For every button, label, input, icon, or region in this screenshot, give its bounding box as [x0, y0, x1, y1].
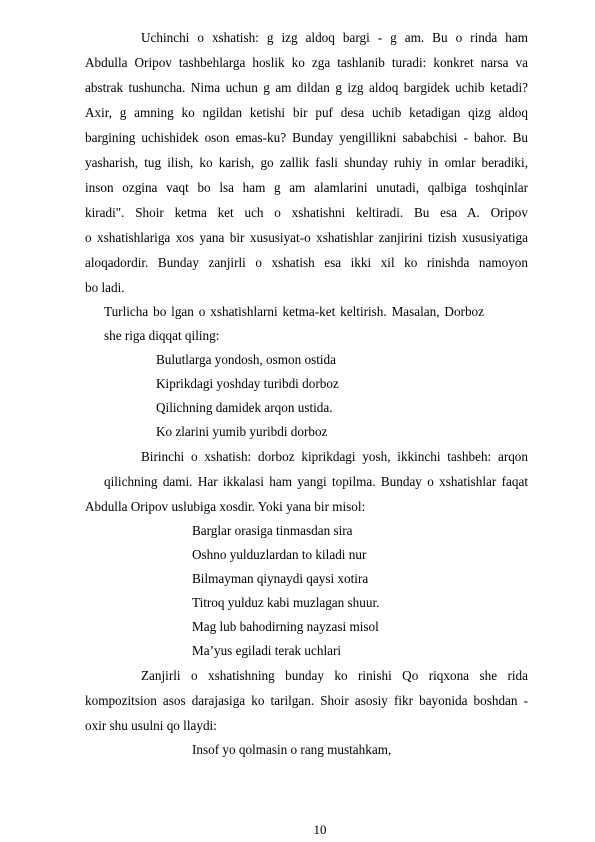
text-line: o xshatishlariga xos yana bir xususiyat-o xshatishlar zanjirini tizish xususiyatiga [85, 230, 528, 245]
text-line: abstrak tushuncha. Nima uchun g am dildan g izg aldoq bargidek uchib ketadi? [85, 80, 528, 95]
poem-line: Mag lub bahodirning nayzasi misol [192, 619, 379, 634]
text-line: kompozitsion asos darajasiga ko tarilgan. Shoir asosiy fikr bayonida boshdan - [85, 693, 528, 708]
text-line: inson ozgina vaqt bo lsa ham g am alamlarini unutadi, qalbiga toshqinlar [85, 180, 528, 195]
poem-line: Bulutlarga yondosh, osmon ostida [156, 352, 336, 367]
text-line: bo ladi. [85, 280, 125, 295]
text-line: Abdulla Oripov uslubiga xosdir. Yoki yana bir misol: [85, 499, 366, 514]
text-line: Uchinchi o xshatish: g izg aldoq bargi - g am. Bu o rinda ham [141, 30, 528, 45]
text-line: yasharish, tug ilish, ko karish, go zallik fasli shunday ruhiy in omlar beradiki, [85, 155, 528, 170]
text-line: qilichning dami. Har ikkalasi ham yangi topilma. Bunday o xshatishlar faqat [104, 474, 528, 489]
poem-line: Titroq yulduz kabi muzlagan shuur. [192, 595, 380, 610]
poem-line: Ma’yus egiladi terak uchlari [192, 643, 342, 658]
poem-line: Ko zlarini yumib yuribdi dorboz [156, 424, 328, 439]
text-line: Birinchi o xshatish: dorboz kiprikdagi yosh, ikkinchi tashbeh: arqon [141, 449, 528, 464]
poem-line: Qilichning damidek arqon ustida. [156, 400, 333, 415]
poem-line: Bilmayman qiynaydi qaysi xotira [192, 571, 369, 586]
page-number: 10 [313, 822, 327, 837]
poem-line: Insof yo qolmasin o rang mustahkam, [192, 742, 392, 757]
poem-line: Barglar orasiga tinmasdan sira [192, 523, 353, 538]
text-line: bargining uchishidek oson emas-ku? Bunday yengillikni sababchisi - bahor. Bu [85, 130, 528, 145]
text-line: Zanjirli o xshatishning bunday ko rinishi Qo riqxona she rida [141, 668, 528, 683]
text-line: Axir, g amning ko ngildan ketishi bir puf desa uchib ketadigan qizg aldoq [85, 105, 528, 120]
text-line: kiradi". Shoir ketma ket uch o xshatishni keltiradi. Bu esa A. Oripov [85, 205, 528, 220]
text-line: she riga diqqat qiling: [104, 328, 220, 343]
text-line: Abdulla Oripov tashbehlarga hoslik ko zga tashlanib turadi: konkret narsa va [85, 55, 528, 70]
text-line: aloqadordir. Bunday zanjirli o xshatish esa ikki xil ko rinishda namoyon [85, 255, 528, 270]
poem-line: Kiprikdagi yoshday turibdi dorboz [156, 376, 339, 391]
text-line: oxir shu usulni qo llaydi: [85, 718, 217, 733]
text-line: Turlicha bo lgan o xshatishlarni ketma-ket keltirish. Masalan, Dorboz [104, 304, 484, 319]
poem-line: Oshno yulduzlardan to kiladi nur [192, 547, 367, 562]
